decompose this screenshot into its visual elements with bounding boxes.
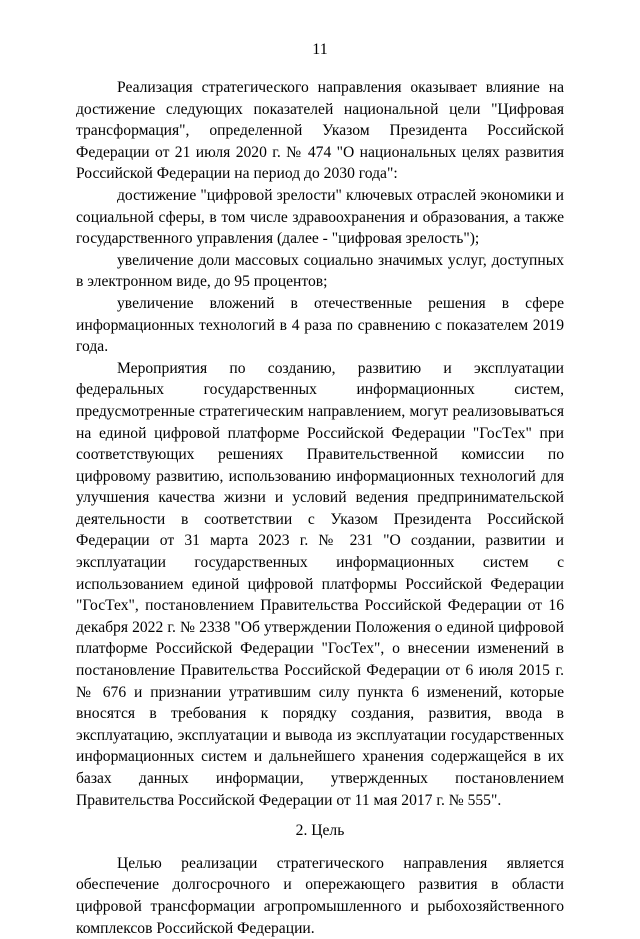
paragraph-goal: Целью реализации стратегического направления является обеспечение долгосрочного и опережающего развития в области цифровой трансформации агропромышленного и рыбохозяйственного комплексов Российской Федерации. [76,854,564,937]
paragraph-digital-maturity: достижение "цифровой зрелости" ключевых отраслей экономики и социальной сферы, в том числе здравоохранения и образования, а также государственного управления (далее - "цифровая зрелость"); [76,186,564,248]
section-heading-goal: 2. Цель [295,822,345,840]
paragraph-gostekh-platform: Мероприятия по созданию, развитию и эксплуатации федеральных государственных информационных систем, предусмотренные стратегическим направлением, могут реализовываться на единой цифровой платформе Российской Федерации "ГосТех" при соответствующих решениях Правительственной комиссии по цифровому развитию, использованию информационных технологий для улучшения качества жизни и условий ведения предпринимательской деятельности в соответствии с Указом Президента Российской Федерации от 31 марта 2023 г. № 231 "О создании, развитии и эксплуатации государственных информационных систем с использованием единой цифровой платформы Российской Федерации "ГосТех", постановлением Правительства Российской Федерации от 16 декабря 2022 г. № 2338 "Об утверждении Положения о единой цифровой платформе Российской Федерации "ГосТех", о внесении изменений в постановление Правительства Российской Федерации от 6 июля 2015 г. № 676 и признании утратившим силу пункта 6 изменений, которые вносятся в требования к порядку создания, развития, ввода в эксплуатацию, эксплуатации и вывода из эксплуатации государственных информационных систем и дальнейшего хранения содержащейся в их базах данных информации, утвержденных постановлением Правительства Российской Федерации от 11 мая 2017 г. № 555". [76,359,564,809]
paragraph-impact-intro: Реализация стратегического направления оказывает влияние на достижение следующих показателей национальной цели "Цифровая трансформация", определенной Указом Президента Российской Федерации от 21 июля 2020 г. № 474 "О национальных целях развития Российской Федерации на период до 2030 года": [76,79,564,183]
page-number: 11 [312,41,328,58]
paragraph-investments: увеличение вложений в отечественные решения в сфере информационных технологий в 4 раза по сравнению с показателем 2019 года. [76,294,564,356]
document-body [76,77,564,939]
paragraph-electronic-services: увеличение доли массовых социально значимых услуг, доступных в электронном виде, до 95 процентов; [76,251,564,291]
